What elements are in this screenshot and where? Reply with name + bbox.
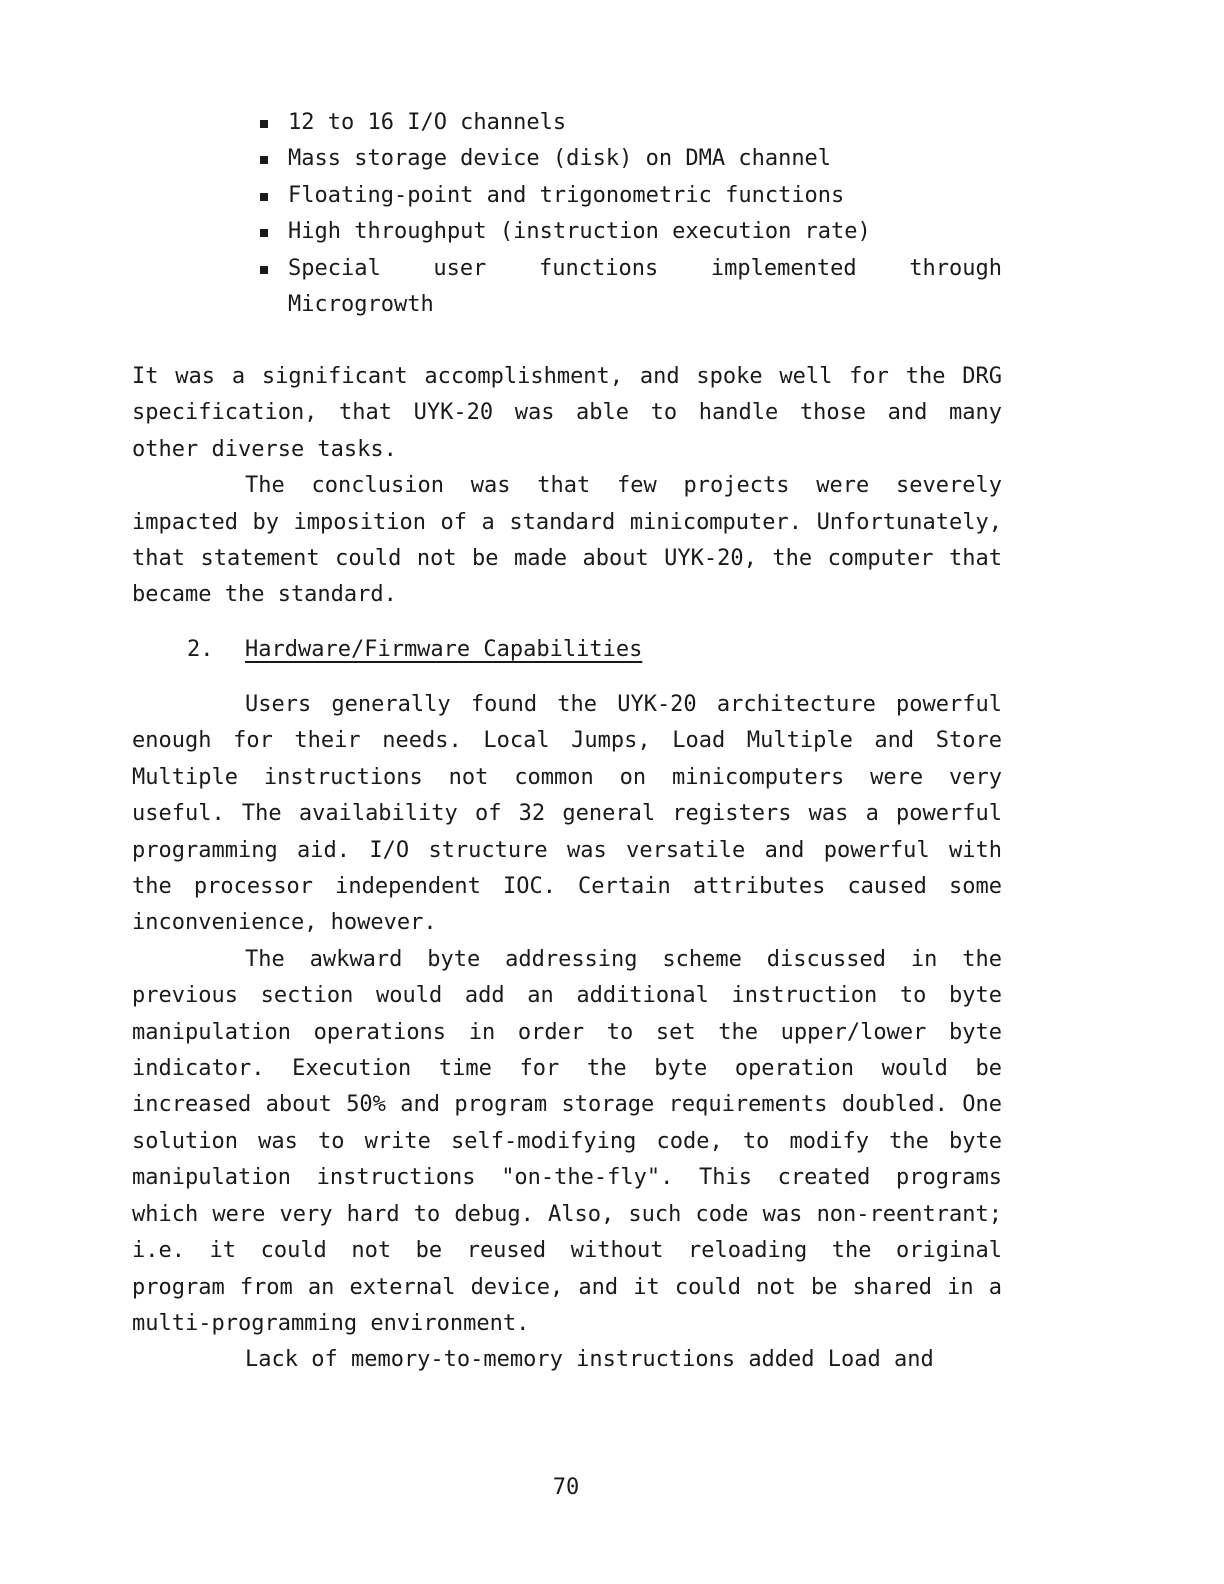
memory-instructions-paragraph: Lack of memory-to-memory instructions added Load and [245, 1347, 934, 1373]
list-item-text: 12 to 16 I/O channels [288, 110, 567, 135]
list-item-text: High throughput (instruction execution rate) [288, 219, 871, 245]
square-bullet-icon [260, 120, 268, 128]
section-number: 2. [187, 637, 214, 662]
list-item-text: Floating-point and trigonometric functions [288, 182, 845, 208]
byte-addressing-paragraph: The awkward byte addressing scheme discussed in the previous section would add an additional instruction to byte manipulation operations in order to set the upper/lower byte indicator. Execution time for the byte operation would be increased about 50% and program storage requirements doubled. One solution was to write self-modifying code, to modify the byte manipulation instructions "on-the-fly". This created programs which were very hard to debug. Also, such code was non-reentrant; i.e. it could not be reused without reloading the original program from an external device, and it could not be shared in a multi-programming environment. [132, 946, 1002, 1336]
square-bullet-icon [260, 229, 268, 237]
square-bullet-icon [260, 156, 268, 164]
section-title: Hardware/Firmware Capabilities [245, 637, 643, 662]
users-paragraph: Users generally found the UYK-20 architecture powerful enough for their needs. Local Jumps, Load Multiple and Store Multiple instructions not common on minicomputers were very useful. The availability of 32 general registers was a powerful programming aid. I/O structure was versatile and powerful with the processor independent IOC. Certain attributes caused some inconvenience, however. [132, 692, 1002, 936]
requirements-list [258, 105, 1002, 323]
list-item [258, 214, 1002, 250]
list-item [258, 141, 1002, 177]
intro-text [132, 359, 1002, 614]
list-item [258, 178, 1002, 214]
list-item-text: Special user functions implemented through Microgrowth [288, 255, 1002, 318]
list-item-text: Mass storage device (disk) on DMA channel [288, 146, 832, 172]
section-heading [187, 632, 642, 668]
conclusion-paragraph: The conclusion was that few projects were severely impacted by imposition of a standard minicomputer. Unfortunately, that statement could not be made about UYK-20, the computer that became the standard. [132, 473, 1002, 608]
accomplishment-paragraph: It was a significant accomplishment, and spoke well for the DRG specification, that UYK-20 was able to handle those and many other diverse tasks. [132, 364, 1002, 462]
square-bullet-icon [260, 266, 268, 274]
list-item [258, 251, 1002, 324]
section-body [132, 687, 1002, 1379]
square-bullet-icon [260, 193, 268, 201]
list-item [258, 105, 1002, 141]
page-number: 70 [552, 1475, 580, 1500]
